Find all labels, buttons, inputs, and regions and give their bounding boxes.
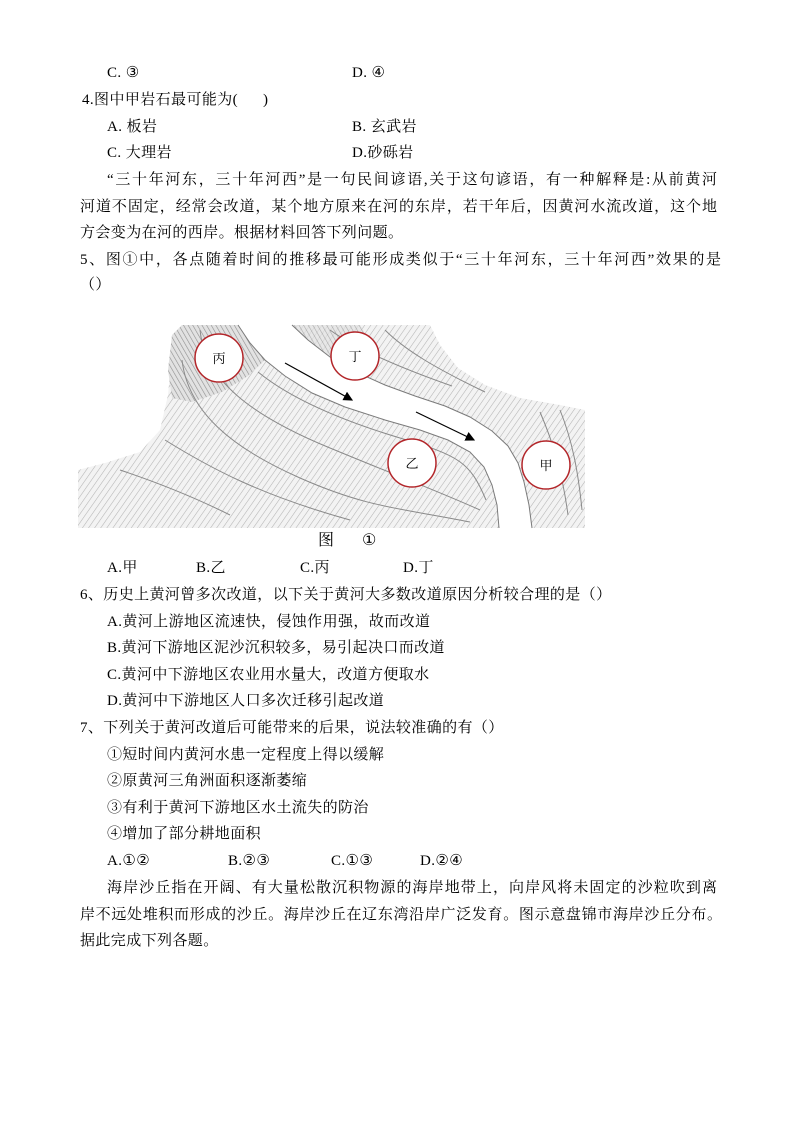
q5-option-c: C.丙 (300, 560, 330, 576)
q7-statement-3: ③有利于黄河下游地区水土流失的防治 (107, 800, 369, 816)
q5-option-d: D.丁 (403, 560, 434, 576)
passage-2-line: 岸不远处堆积而形成的沙丘。海岸沙丘在辽东湾沿岸广泛发育。图示意盘锦市海岸沙丘分布。 (80, 907, 722, 923)
q5-option-a: A.甲 (107, 560, 138, 576)
passage-2-line: 海岸沙丘指在开阔、有大量松散沉积物源的海岸地带上，向岸风将未固定的沙粒吹到离 (107, 880, 717, 896)
q7-statement-2: ②原黄河三角洲面积逐渐萎缩 (107, 773, 308, 789)
q7-option-a: A.①② (107, 853, 151, 869)
q4-option-a: A. 板岩 (107, 119, 158, 135)
point-label-ding: 丁 (348, 350, 362, 365)
q4-option-b: B. 玄武岩 (352, 119, 417, 135)
river-diversion-figure (78, 322, 588, 530)
q4-stem: 4.图中甲岩石最可能为( ) (82, 92, 269, 108)
q3-option-d: D. ④ (352, 65, 386, 81)
q7-option-d: D.②④ (420, 853, 464, 869)
point-label-yi: 乙 (405, 457, 419, 472)
q6-option-d: D.黄河中下游地区人口多次迁移引起改道 (107, 693, 385, 709)
point-marker-bing (195, 334, 243, 382)
q6-option-b: B.黄河下游地区泥沙沉积较多，易引起决口而改道 (107, 640, 445, 656)
q5-option-b: B.乙 (196, 560, 226, 576)
figure-caption-label: 图 (318, 532, 335, 549)
q7-option-c: C.①③ (331, 853, 374, 869)
figure-caption-number: ① (362, 532, 377, 549)
point-label-bing: 丙 (212, 352, 226, 367)
q6-option-a: A.黄河上游地区流速快，侵蚀作用强，故而改道 (107, 614, 431, 630)
passage-1-line: “三十年河东，三十年河西”是一句民间谚语,关于这句谚语，有一种解释是:从前黄河 (107, 172, 717, 188)
passage-1-line: 河道不固定，经常会改道，某个地方原来在河的东岸，若干年后，因黄河水流改道，这个地 (80, 199, 717, 215)
q5-stem-tail: （） (80, 277, 111, 293)
q4-option-d: D.砂砾岩 (352, 145, 414, 161)
point-label-jia: 甲 (539, 459, 553, 474)
q6-option-c: C.黄河中下游地区农业用水量大，改道方便取水 (107, 667, 430, 683)
q5-stem: 5、图①中，各点随着时间的推移最可能形成类似于“三十年河东，三十年河西”效果的是 (80, 252, 721, 268)
point-marker-jia (522, 441, 570, 489)
q7-option-b: B.②③ (228, 853, 271, 869)
q7-statement-4: ④增加了部分耕地面积 (107, 826, 262, 842)
point-marker-ding (331, 332, 379, 380)
q7-stem: 7、下列关于黄河改道后可能带来的后果，说法较准确的有（） (80, 720, 504, 736)
q4-option-c: C. 大理岩 (107, 145, 172, 161)
point-marker-yi (388, 439, 436, 487)
passage-2-line: 据此完成下列各题。 (80, 933, 219, 949)
q6-stem: 6、历史上黄河曾多次改道，以下关于黄河大多数改道原因分析较合理的是（） (80, 587, 612, 603)
q3-option-c: C. ③ (107, 65, 140, 81)
q7-statement-1: ①短时间内黄河水患一定程度上得以缓解 (107, 747, 385, 763)
passage-1-line: 方会变为在河的西岸。根据材料回答下列问题。 (80, 225, 404, 241)
